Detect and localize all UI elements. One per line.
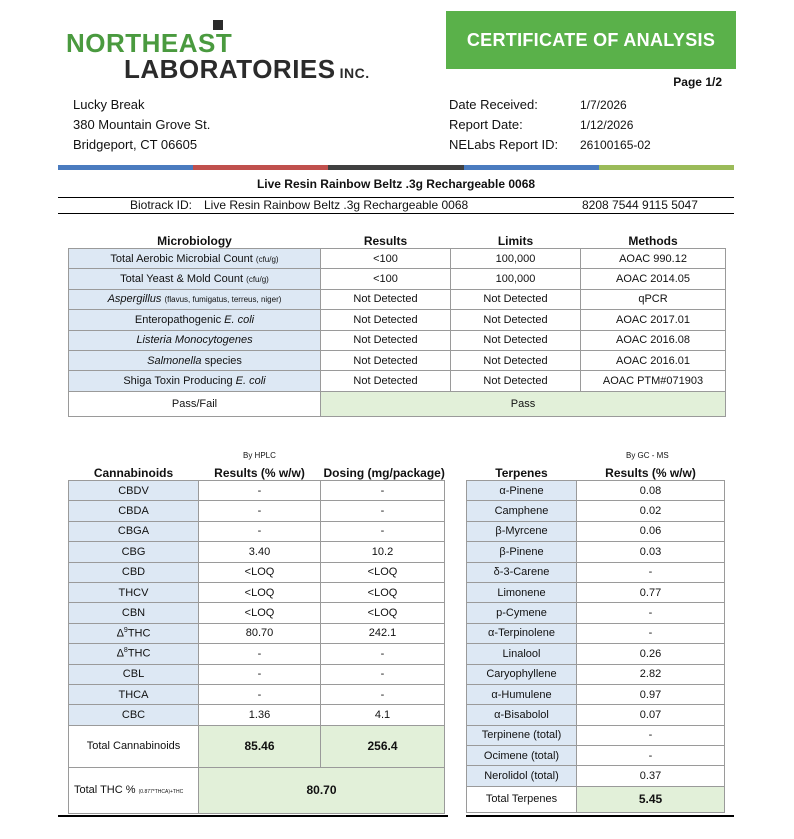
method-cell: AOAC 2014.05 bbox=[581, 269, 726, 289]
table-header-row bbox=[69, 234, 726, 249]
logo-line-1: NORTHEAST bbox=[66, 28, 233, 58]
result-cell: - bbox=[199, 644, 321, 664]
pass-fail-value: Pass bbox=[321, 391, 726, 416]
color-segment bbox=[464, 165, 599, 170]
terpene-value: 0.03 bbox=[577, 542, 725, 562]
terpene-name: Limonene bbox=[467, 582, 577, 602]
cannabinoid-name: $\Delta^8THC$ bbox=[69, 644, 199, 664]
dose-cell: <LOQ bbox=[321, 603, 445, 623]
limit-cell: 100,000 bbox=[451, 249, 581, 269]
dose-cell: 10.2 bbox=[321, 542, 445, 562]
terpene-name: α-Bisabolol bbox=[467, 705, 577, 725]
color-segment bbox=[58, 165, 193, 170]
table-row bbox=[69, 684, 445, 704]
limit-cell: Not Detected bbox=[451, 371, 581, 391]
table-row bbox=[467, 562, 725, 582]
column-header: Results bbox=[363, 234, 408, 248]
page-number: Page 1/2 bbox=[673, 75, 722, 89]
table-row bbox=[467, 623, 725, 643]
report-id-label: NELabs Report ID: bbox=[449, 137, 559, 152]
table-row bbox=[69, 330, 726, 350]
thc-formula: (0.877*THCA)+THC bbox=[138, 789, 184, 796]
limit-cell: 100,000 bbox=[451, 269, 581, 289]
column-header: Results (% w/w) bbox=[214, 466, 305, 480]
column-header: Dosing (mg/package) bbox=[323, 466, 445, 480]
result-cell: Not Detected bbox=[321, 310, 451, 330]
test-name: Listeria Monocytogenes bbox=[69, 330, 321, 350]
result-cell: Not Detected bbox=[321, 371, 451, 391]
terpene-value: 0.07 bbox=[577, 705, 725, 725]
table-header-row bbox=[467, 466, 725, 481]
result-cell: - bbox=[199, 481, 321, 501]
table-row bbox=[69, 705, 445, 725]
table-row bbox=[69, 582, 445, 602]
column-header: Methods bbox=[628, 234, 678, 248]
dose-cell: - bbox=[321, 481, 445, 501]
table-row bbox=[467, 521, 725, 541]
test-name: Total Aerobic Microbial Count (cfu/g) bbox=[69, 249, 321, 269]
pass-fail-label: Pass/Fail bbox=[69, 391, 321, 416]
result-cell: <LOQ bbox=[199, 582, 321, 602]
terpene-name: Nerolidol (total) bbox=[467, 766, 577, 786]
result-cell: - bbox=[199, 501, 321, 521]
dose-cell: - bbox=[321, 521, 445, 541]
test-name: Aspergillus (flavus, fumigatus, terreus, niger) bbox=[69, 289, 321, 309]
terpene-value: 0.97 bbox=[577, 684, 725, 704]
limit-cell: Not Detected bbox=[451, 289, 581, 309]
report-info-labels bbox=[449, 95, 558, 155]
color-segment bbox=[599, 165, 734, 170]
column-header: Terpenes bbox=[495, 466, 548, 480]
biotrack-id: 8208 7544 9115 5047 bbox=[582, 198, 698, 212]
gcms-note: By GC - MS bbox=[626, 451, 669, 460]
column-header: Microbiology bbox=[157, 234, 232, 248]
total-terpenes-row bbox=[467, 786, 725, 812]
table-row bbox=[467, 644, 725, 664]
cannabinoid-name: CBGA bbox=[69, 521, 199, 541]
table-row bbox=[69, 310, 726, 330]
table-row bbox=[69, 501, 445, 521]
method-cell: AOAC PTM#071903 bbox=[581, 371, 726, 391]
report-date-label: Report Date: bbox=[449, 117, 523, 132]
terpene-value: 0.06 bbox=[577, 521, 725, 541]
dose-cell: 242.1 bbox=[321, 623, 445, 643]
company-logo bbox=[66, 20, 370, 84]
date-received-label: Date Received: bbox=[449, 97, 538, 112]
table-row bbox=[467, 501, 725, 521]
method-cell: qPCR bbox=[581, 289, 726, 309]
cannabinoid-name: CBDV bbox=[69, 481, 199, 501]
terpenes-table bbox=[466, 466, 725, 813]
terpene-name: δ-3-Carene bbox=[467, 562, 577, 582]
table-row bbox=[69, 481, 445, 501]
terpene-value: - bbox=[577, 603, 725, 623]
cannabinoid-name: $\Delta^9THC$ bbox=[69, 623, 199, 643]
client-city: Bridgeport, CT 06605 bbox=[73, 137, 198, 152]
terpene-value: 0.77 bbox=[577, 582, 725, 602]
terpene-name: Ocimene (total) bbox=[467, 746, 577, 766]
terpene-value: - bbox=[577, 623, 725, 643]
method-cell: AOAC 2016.08 bbox=[581, 330, 726, 350]
date-received-value: 1/7/2026 bbox=[580, 98, 627, 112]
table-row bbox=[467, 542, 725, 562]
terpene-value: - bbox=[577, 725, 725, 745]
terpene-name: Camphene bbox=[467, 501, 577, 521]
method-cell: AOAC 2017.01 bbox=[581, 310, 726, 330]
column-header: Cannabinoids bbox=[93, 466, 174, 480]
result-cell: 1.36 bbox=[199, 705, 321, 725]
column-header: Results (% w/w) bbox=[605, 466, 696, 480]
terpene-value: 0.02 bbox=[577, 501, 725, 521]
bottom-rule-left bbox=[58, 815, 448, 817]
report-info-values bbox=[580, 95, 651, 155]
table-row bbox=[467, 582, 725, 602]
result-cell: <LOQ bbox=[199, 603, 321, 623]
terpene-name: β-Pinene bbox=[467, 542, 577, 562]
color-segment bbox=[328, 165, 463, 170]
table-header-row bbox=[69, 466, 445, 481]
hplc-note: By HPLC bbox=[243, 451, 276, 460]
result-cell: <100 bbox=[321, 269, 451, 289]
test-name: Salmonella species bbox=[69, 350, 321, 370]
client-name: Lucky Break bbox=[73, 97, 145, 112]
terpene-name: p-Cymene bbox=[467, 603, 577, 623]
dose-cell: - bbox=[321, 501, 445, 521]
method-cell: AOAC 990.12 bbox=[581, 249, 726, 269]
result-cell: 3.40 bbox=[199, 542, 321, 562]
result-cell: <LOQ bbox=[199, 562, 321, 582]
table-row bbox=[69, 644, 445, 664]
total-cannabinoids-dose: 256.4 bbox=[321, 725, 445, 767]
table-row bbox=[69, 664, 445, 684]
cannabinoid-name: CBG bbox=[69, 542, 199, 562]
terpene-value: - bbox=[577, 746, 725, 766]
terpene-value: - bbox=[577, 562, 725, 582]
table-row bbox=[69, 371, 726, 391]
table-row bbox=[69, 249, 726, 269]
result-cell: - bbox=[199, 684, 321, 704]
test-name: Total Yeast & Mold Count (cfu/g) bbox=[69, 269, 321, 289]
table-row bbox=[467, 725, 725, 745]
result-cell: Not Detected bbox=[321, 289, 451, 309]
result-cell: - bbox=[199, 521, 321, 541]
result-cell: <100 bbox=[321, 249, 451, 269]
cannabinoid-name: CBN bbox=[69, 603, 199, 623]
client-street: 380 Mountain Grove St. bbox=[73, 117, 211, 132]
result-cell: Not Detected bbox=[321, 330, 451, 350]
terpene-name: Linalool bbox=[467, 644, 577, 664]
result-cell: - bbox=[199, 664, 321, 684]
client-address bbox=[73, 95, 210, 155]
certificate-banner: CERTIFICATE OF ANALYSIS bbox=[446, 11, 736, 69]
total-cannabinoids-result: 85.46 bbox=[199, 725, 321, 767]
limit-cell: Not Detected bbox=[451, 350, 581, 370]
biotrack-row bbox=[58, 197, 734, 214]
cannabinoid-name: CBL bbox=[69, 664, 199, 684]
biotrack-label: Biotrack ID: bbox=[130, 198, 193, 212]
pass-fail-row bbox=[69, 391, 726, 416]
microbiology-table bbox=[68, 234, 726, 417]
product-info bbox=[58, 172, 734, 214]
method-cell: AOAC 2016.01 bbox=[581, 350, 726, 370]
limit-cell: Not Detected bbox=[451, 330, 581, 350]
total-thc-row bbox=[69, 767, 445, 813]
table-row bbox=[69, 603, 445, 623]
terpene-value: 0.08 bbox=[577, 481, 725, 501]
limit-cell: Not Detected bbox=[451, 310, 581, 330]
cannabinoid-name: CBC bbox=[69, 705, 199, 725]
product-title: Live Resin Rainbow Beltz .3g Rechargeable 0068 bbox=[256, 177, 536, 191]
table-row bbox=[69, 350, 726, 370]
logo-suffix: INC. bbox=[339, 65, 370, 81]
total-thc-value: 80.70 bbox=[199, 767, 445, 813]
terpene-name: α-Pinene bbox=[467, 481, 577, 501]
column-header: Limits bbox=[497, 234, 534, 248]
color-divider bbox=[58, 165, 734, 170]
dose-cell: <LOQ bbox=[321, 562, 445, 582]
dose-cell: 4.1 bbox=[321, 705, 445, 725]
dose-cell: <LOQ bbox=[321, 582, 445, 602]
total-terpenes-label: Total Terpenes bbox=[467, 786, 577, 812]
bottom-rule-right bbox=[466, 815, 734, 817]
result-cell: Not Detected bbox=[321, 350, 451, 370]
table-row bbox=[467, 481, 725, 501]
terpene-name: Caryophyllene bbox=[467, 664, 577, 684]
table-row bbox=[69, 289, 726, 309]
cannabinoid-name: THCA bbox=[69, 684, 199, 704]
terpene-name: α-Terpinolene bbox=[467, 623, 577, 643]
terpene-name: α-Humulene bbox=[467, 684, 577, 704]
biotrack-product-name: Live Resin Rainbow Beltz .3g Rechargeable 0068 bbox=[204, 198, 469, 212]
test-name: Enteropathogenic E. coli bbox=[69, 310, 321, 330]
table-row bbox=[69, 623, 445, 643]
color-segment bbox=[193, 165, 328, 170]
table-row bbox=[467, 603, 725, 623]
dose-cell: - bbox=[321, 664, 445, 684]
total-terpenes-value: 5.45 bbox=[577, 786, 725, 812]
total-cannabinoids-label: Total Cannabinoids bbox=[69, 725, 199, 767]
cannabinoid-name: CBD bbox=[69, 562, 199, 582]
table-row bbox=[467, 746, 725, 766]
table-row bbox=[467, 705, 725, 725]
table-row bbox=[69, 521, 445, 541]
terpene-value: 0.37 bbox=[577, 766, 725, 786]
test-name: Shiga Toxin Producing E. coli bbox=[69, 371, 321, 391]
table-row bbox=[467, 664, 725, 684]
total-thc-label: Total THC % (0.877*THCA)+THC bbox=[69, 767, 199, 813]
table-row bbox=[69, 542, 445, 562]
table-row bbox=[69, 269, 726, 289]
dose-cell: - bbox=[321, 644, 445, 664]
cannabinoid-name: THCV bbox=[69, 582, 199, 602]
terpene-name: β-Myrcene bbox=[467, 521, 577, 541]
result-cell: 80.70 bbox=[199, 623, 321, 643]
table-row bbox=[467, 766, 725, 786]
table-row bbox=[69, 562, 445, 582]
dose-cell: - bbox=[321, 684, 445, 704]
cannabinoid-name: CBDA bbox=[69, 501, 199, 521]
table-row bbox=[467, 684, 725, 704]
cannabinoids-table bbox=[68, 466, 445, 814]
report-date-value: 1/12/2026 bbox=[580, 118, 634, 132]
report-id-value: 26100165-02 bbox=[580, 138, 651, 152]
logo-line-2: LABORATORIES INC. bbox=[124, 54, 370, 84]
terpene-value: 0.26 bbox=[577, 644, 725, 664]
terpene-name: Terpinene (total) bbox=[467, 725, 577, 745]
total-cannabinoids-row bbox=[69, 725, 445, 767]
terpene-value: 2.82 bbox=[577, 664, 725, 684]
